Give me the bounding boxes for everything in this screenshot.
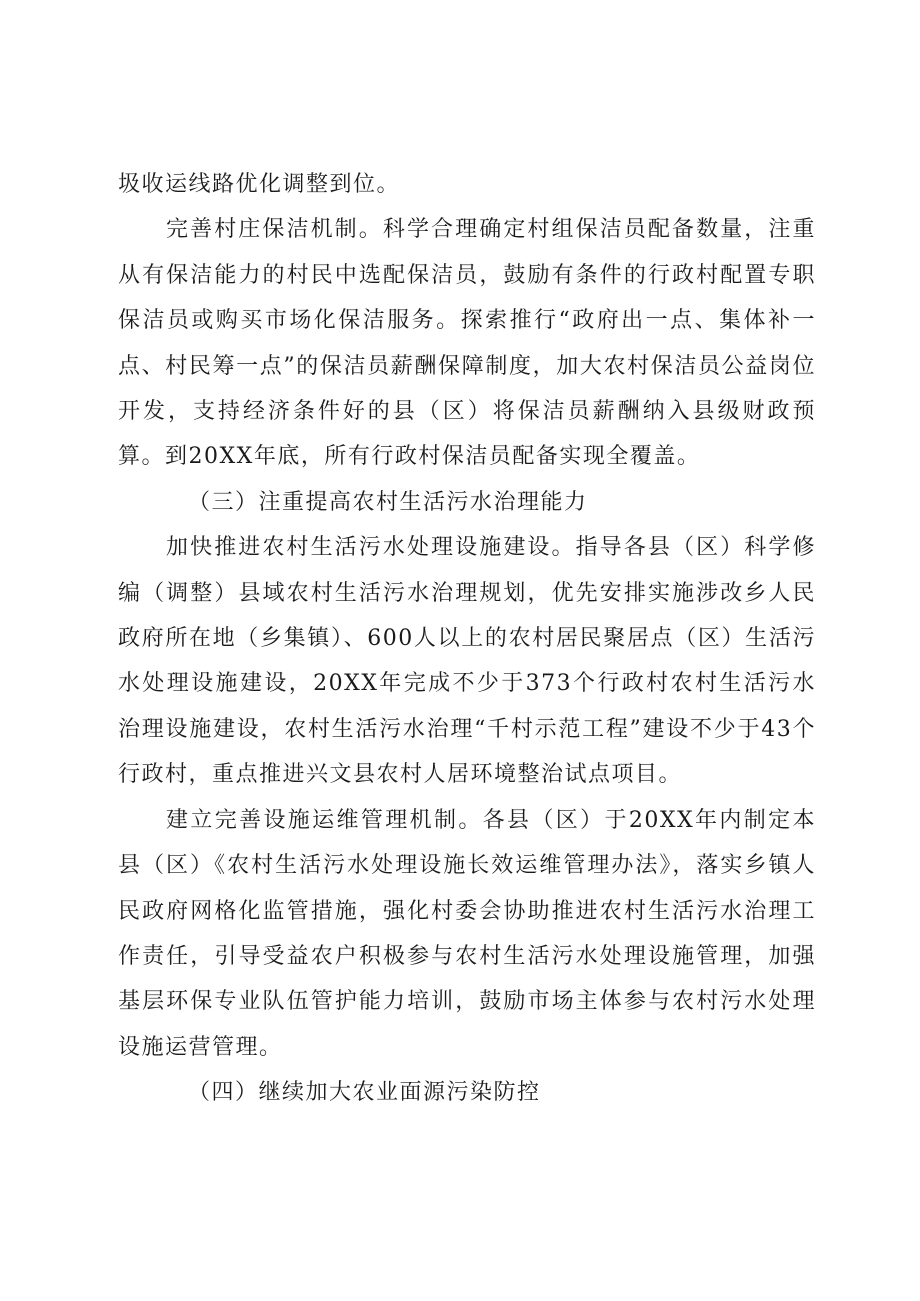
paragraph-maintenance-mechanism: 建立完善设施运维管理机制。各县（区）于20XX年内制定本县（区）《农村生活污水处理设施长效运维管理办法》，落实乡镇人民政府网格化监管措施，强化村委会协助推进农村生活污水治理工作责任，引导受益农户积极参与农村生活污水处理设施管理，加强基层环保专业队伍管护能力培训，鼓励市场主体参与农村污水处理设施运营管理。 <box>118 807 816 1060</box>
paragraph-sewage-facilities: 加快推进农村生活污水处理设施建设。指导各县（区）科学修编（调整）县域农村生活污水治理规划，优先安排实施涉改乡人民政府所在地（乡集镇）、600人以上的农村居民聚居点（区）生活污水处理设施建设，20XX年完成不少于373个行政村农村生活污水治理设施建设，农村生活污水治理“千村示范工程”建设不少于43个行政村，重点推进兴文县农村人居环境整治试点项目。 <box>118 535 816 788</box>
paragraph-continuation: 圾收运线路优化调整到位。 <box>118 172 401 197</box>
section-heading-sewage: （三）注重提高农村生活污水治理能力 <box>188 489 588 515</box>
document-body <box>118 162 816 1116</box>
paragraph-village-cleaning: 完善村庄保洁机制。科学合理确定村组保洁员配备数量，注重从有保洁能力的村民中选配保洁员，鼓励有条件的行政村配置专职保洁员或购买市场化保洁服务。探索推行“政府出一点、集体补一点、村民筹一点”的保洁员薪酬保障制度，加大农村保洁员公益岗位开发，支持经济条件好的县（区）将保洁员薪酬纳入县级财政预算。到20XX年底，所有行政村保洁员配备实现全覆盖。 <box>118 217 816 470</box>
section-heading-agricultural-pollution: （四）继续加大农业面源污染防控 <box>188 1080 541 1106</box>
